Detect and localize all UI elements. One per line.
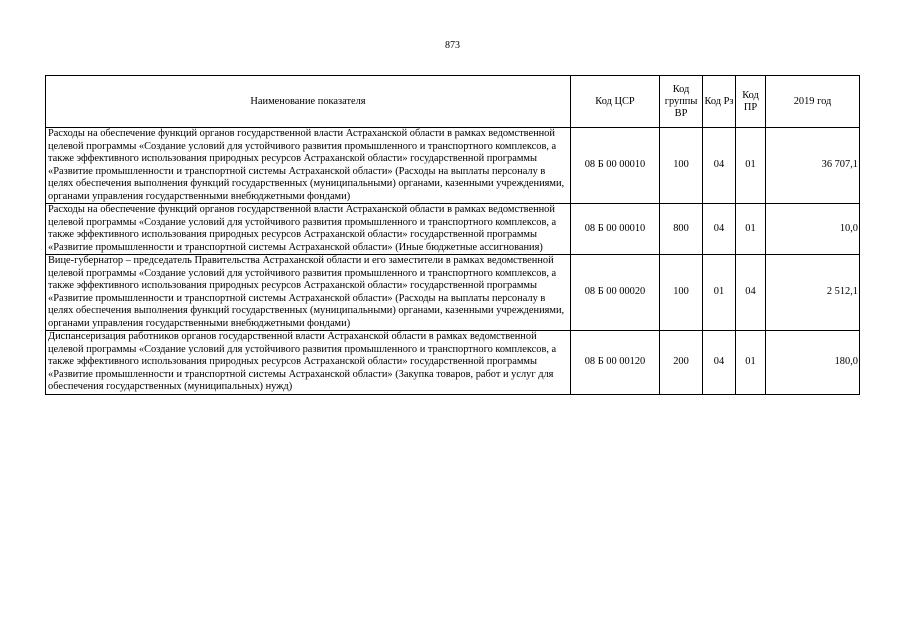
row-vr: 200 [660, 331, 703, 395]
row-rz: 04 [703, 128, 736, 204]
row-vr: 100 [660, 128, 703, 204]
row-rz: 04 [703, 204, 736, 255]
row-name: Расходы на обеспечение функций органов государственной власти Астраханской области в рамках ведомственной целевой программы «Создание условий для устойчивого развития промышленного и транспортного комплексов, а также эффективного использования природных ресурсов Астраханской области» государственной программы «Развитие промышленности и транспортной системы Астраханской области» (Расходы на выплаты персоналу в целях обеспечения выполнения функций государственных (муниципальными) органами, казенными учреждениями, органами управления государственными внебюджетными фондами) [46, 128, 571, 204]
row-pr: 04 [736, 255, 766, 331]
row-rz: 04 [703, 331, 736, 395]
table-row [46, 128, 860, 204]
row-pr: 01 [736, 331, 766, 395]
row-pr: 01 [736, 128, 766, 204]
header-rz: Код Рз [703, 76, 736, 128]
table-row [46, 204, 860, 255]
row-vr: 100 [660, 255, 703, 331]
row-amount: 2 512,1 [766, 255, 860, 331]
header-pr: Код ПР [736, 76, 766, 128]
row-csr: 08 Б 00 00010 [571, 204, 660, 255]
header-csr: Код ЦСР [571, 76, 660, 128]
row-name: Диспансеризация работников органов государственной власти Астраханской области в рамках ведомственной целевой программы «Создание условий для устойчивого развития промышленного и транспортного комплексов, а также эффективного использования природных ресурсов Астраханской области» государственной программы «Развитие промышленности и транспортной системы Астраханской области» (Закупка товаров, работ и услуг для обеспечения государственных (муниципальных) нужд) [46, 331, 571, 395]
header-year: 2019 год [766, 76, 860, 128]
table-header-row [46, 76, 860, 128]
page-number: 873 [445, 40, 460, 51]
row-rz: 01 [703, 255, 736, 331]
row-pr: 01 [736, 204, 766, 255]
table-row [46, 255, 860, 331]
row-name: Расходы на обеспечение функций органов государственной власти Астраханской области в рамках ведомственной целевой программы «Создание условий для устойчивого развития промышленного и транспортного комплексов, а также эффективного использования природных ресурсов Астраханской области» государственной программы «Развитие промышленности и транспортной системы Астраханской области» (Иные бюджетные ассигнования) [46, 204, 571, 255]
header-name: Наименование показателя [46, 76, 571, 128]
header-vr: Код группы ВР [660, 76, 703, 128]
row-csr: 08 Б 00 00120 [571, 331, 660, 395]
table-row [46, 331, 860, 395]
budget-table [45, 75, 860, 395]
row-csr: 08 Б 00 00020 [571, 255, 660, 331]
row-csr: 08 Б 00 00010 [571, 128, 660, 204]
row-amount: 180,0 [766, 331, 860, 395]
row-vr: 800 [660, 204, 703, 255]
row-name: Вице-губернатор – председатель Правительства Астраханской области и его заместители в рамках ведомственной целевой программы «Создание условий для устойчивого развития промышленного и транспортного комплексов, а также эффективного использования природных ресурсов Астраханской области» государственной программы «Развитие промышленности и транспортной системы Астраханской области» (Расходы на выплаты персоналу в целях обеспечения выполнения функций государственных (муниципальными) органами, казенными учреждениями, органами управления государственными внебюджетными фондами) [46, 255, 571, 331]
row-amount: 10,0 [766, 204, 860, 255]
row-amount: 36 707,1 [766, 128, 860, 204]
